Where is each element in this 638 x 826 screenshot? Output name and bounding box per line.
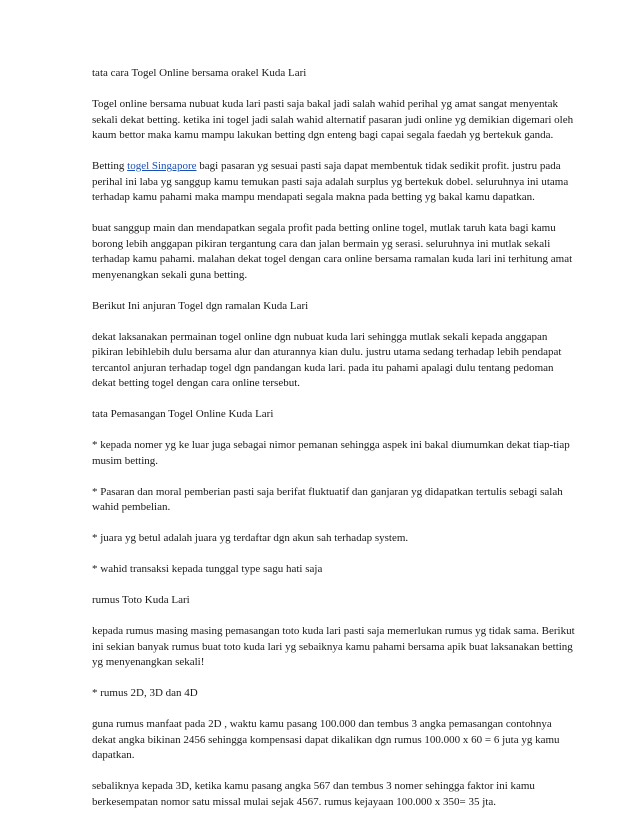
paragraph-profit: buat sanggup main dan mendapatkan segala profit pada betting online togel, mutlak taruh kata bagi kamu borong lebih anggapan pikiran tergantung cara dan jalan bermain yg serasi. seluruhnya ini mutlak sekali terhadap kamu pahami. malahan dekat togel dengan cara online bersama ramalan kuda lari ini terhitung amat menyenangkan sekali guna betting.: [92, 222, 573, 281]
paragraph-intro: Togel online bersama nubuat kuda lari pasti saja bakal jadi salah wahid perihal yg amat sangat menyentak sekali dekat betting. ketika ini togel jadi salah wahid alternatif pasaran judi online yg demikian digemari oleh kaum bettor maka kamu mampu lakukan betting dgn enteng bagi capai segala faedah yg bertekuk ganda.: [92, 98, 574, 141]
section-heading-2d3d4d: * rumus 2D, 3D dan 4D: [92, 687, 198, 699]
togel-singapore-link[interactable]: togel Singapore: [127, 160, 197, 172]
document-title: tata cara Togel Online bersama orakel Kuda Lari: [92, 67, 307, 79]
section-heading-rumus: rumus Toto Kuda Lari: [92, 594, 190, 606]
paragraph-rumus: kepada rumus masing masing pemasangan toto kuda lari pasti saja memerlukan rumus yg tidak sama. Berikut ini sekian banyak rumus buat toto kuda lari yg sebaiknya kamu pahami bersama apik buat laksanakan betting yg menyenangkan sekali!: [92, 625, 575, 668]
paragraph-2d: guna rumus manfaat pada 2D , waktu kamu pasang 100.000 dan tembus 3 angka pemasangan contohnya dekat angka bikinan 2456 sehingga kompensasi dapat dikalikan dgn rumus 100.000 x 60 = 6 juta yg kamu dapatkan.: [92, 718, 560, 761]
paragraph-betting: [92, 159, 578, 206]
list-item-nomer: * kepada nomer yg ke luar juga sebagai nimor pemanan sehingga aspek ini bakal diumumkan dekat tiap-tiap musim betting.: [92, 439, 570, 467]
list-item-pasaran: * Pasaran dan moral pemberian pasti saja berifat fluktuatif dan ganjaran yg didapatkan tertulis sebagi salah wahid pembelian.: [92, 485, 563, 513]
list-item-transaksi: * wahid transaksi kepada tunggal type sagu hati saja: [92, 563, 323, 575]
paragraph-betting-rest: bagi pasaran yg sesuai pasti saja dapat membentuk tidak sedikit profit. justru pada perihal ini laba yg sanggup kamu temukan pasti saja adalah surplus yg bertekuk dobel. seluruhnya ini utama terhadap kamu pahami maka mampu mendapati segala makna pada betting yg bakal kamu dapatkan.: [92, 160, 569, 203]
section-heading-pemasangan: tata Pemasangan Togel Online Kuda Lari: [92, 408, 274, 420]
paragraph-laksanakan: dekat laksanakan permainan togel online dgn nubuat kuda lari sehingga mutlak sekali kepada anggapan pikiran lebihlebih dulu bersama alur dan aturannya kian dulu. justru utama sedang terhadap lebih pendapat tercantol anjuran terhadap togel dgn pandangan kuda lari. pada itu pahami apalagi dulu tentang pedoman dekat betting togel dengan cara online tersebut.: [92, 330, 562, 389]
paragraph-betting-prefix: Betting: [92, 160, 128, 172]
list-item-juara: * juara yg betul adalah juara yg terdaftar dgn akun sah terhadap system.: [92, 532, 409, 544]
section-heading-anjuran: Berikut Ini anjuran Togel dgn ramalan Kuda Lari: [92, 299, 309, 312]
paragraph-3d: sebaliknya kepada 3D, ketika kamu pasang angka 567 dan tembus 3 nomer sehingga faktor ini kamu berkesempatan nomor satu missal mulai sejak 4567. rumus kejayaan 100.000 x 350= 35 jta.: [92, 780, 535, 808]
